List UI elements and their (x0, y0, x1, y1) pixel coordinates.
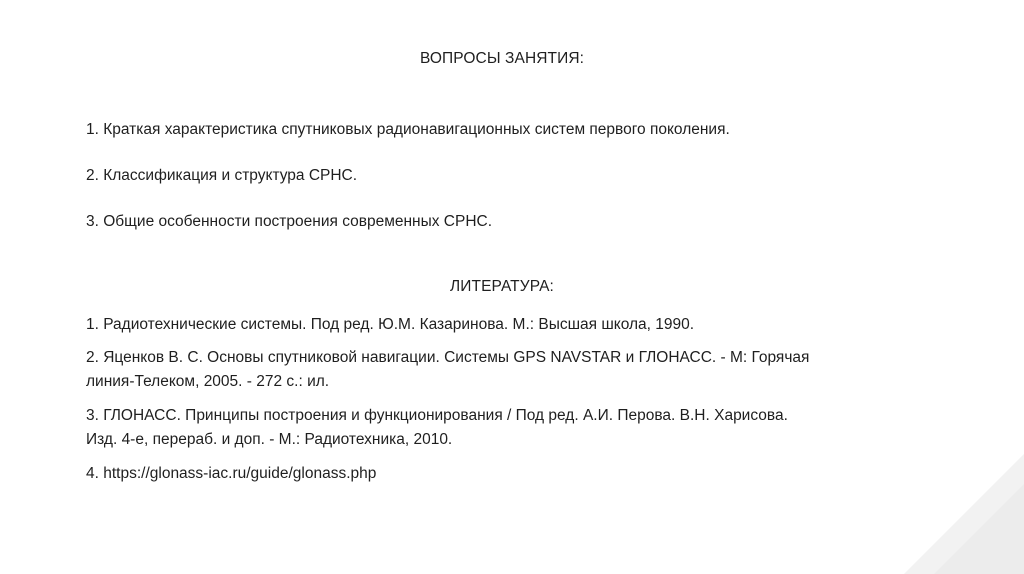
literature-item-2-line-2: линия-Телеком, 2005. - 272 с.: ил. (86, 373, 330, 390)
question-item-1: 1. Краткая характеристика спутниковых радионавигационных систем первого поколения. (86, 121, 730, 138)
questions-heading: ВОПРОСЫ ЗАНЯТИЯ: (419, 50, 585, 67)
literature-item-4-link[interactable]: 4. https://glonass-iac.ru/guide/glonass.php (86, 465, 377, 482)
literature-item-3-line-1: 3. ГЛОНАСС. Принципы построения и функционирования / Под ред. А.И. Перова. В.Н. Харисова. (86, 407, 788, 424)
literature-item-2-line-1: 2. Яценков В. С. Основы спутниковой навигации. Системы GPS NAVSTAR и ГЛОНАСС. - М: Горячая (86, 349, 810, 366)
question-item-3: 3. Общие особенности построения современных СРНС. (86, 213, 493, 230)
literature-item-1: 1. Радиотехнические системы. Под ред. Ю.М. Казаринова. М.: Высшая школа, 1990. (86, 316, 695, 333)
corner-decoration (904, 454, 1024, 574)
literature-heading: ЛИТЕРАТУРА: (450, 278, 554, 295)
question-item-2: 2. Классификация и структура СРНС. (86, 167, 358, 184)
literature-item-3-line-2: Изд. 4-е, перераб. и доп. - М.: Радиотехника, 2010. (86, 431, 453, 448)
